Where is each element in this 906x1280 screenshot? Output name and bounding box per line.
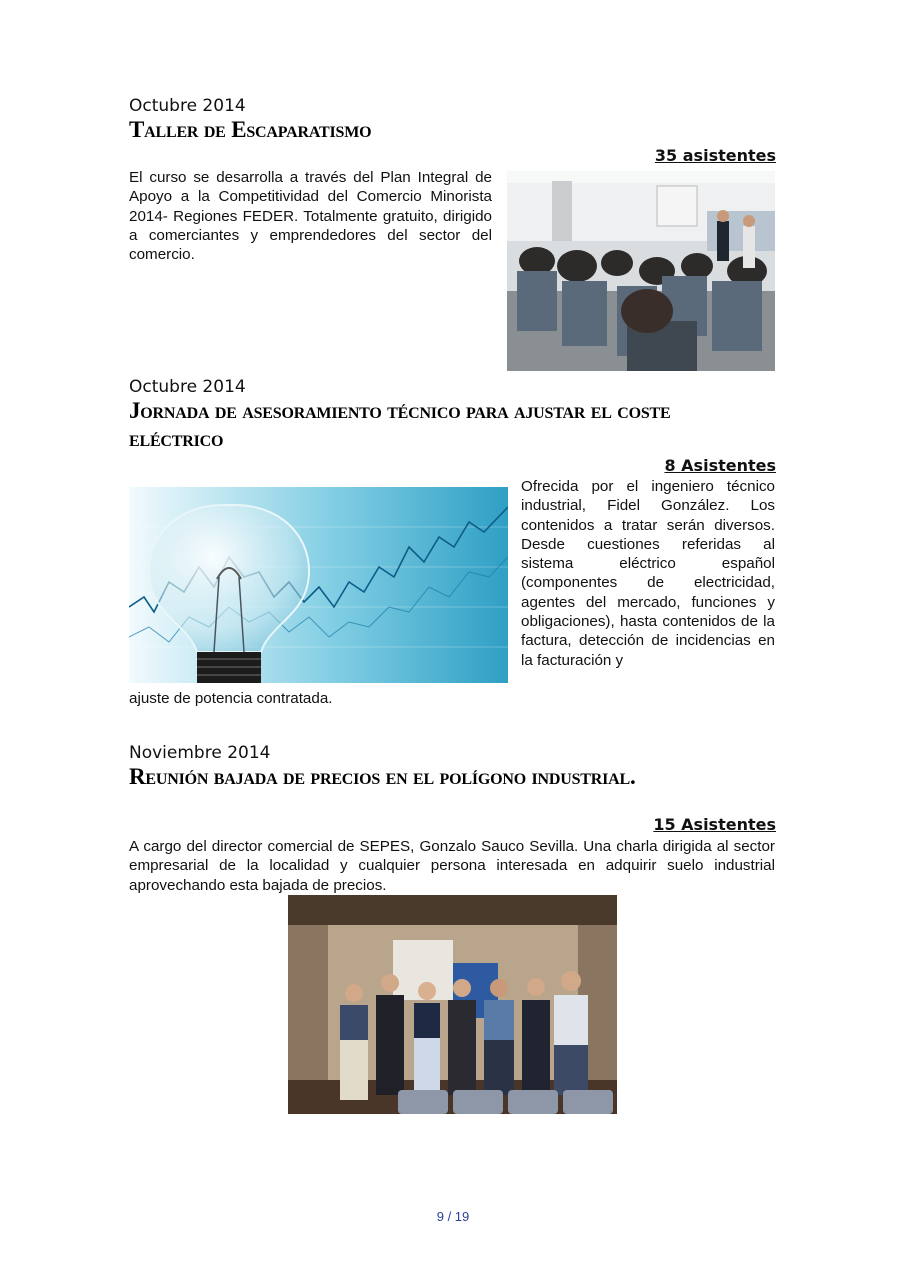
section-1-text: El curso se desarrolla a través del Plan Integral de Apoyo a la Competitividad del Comercio Minorista 2014- Regiones FEDER. Totalmente gratuito, dirigido a comerciantes y emprendedores del sector del comercio. [129, 169, 492, 264]
classroom-photo [507, 171, 775, 371]
section-3-title-text: Reunión bajada de precios en el polígono industrial. [129, 764, 636, 789]
section-2-date: Octubre 2014 [129, 377, 246, 397]
lightbulb-chart-image [129, 487, 508, 683]
section-2-title-line1: Jornada de asesoramiento técnico para ajustar el coste [129, 398, 671, 423]
section-2-title [129, 397, 777, 453]
section-1-title-text: Taller de Escaparatismo [129, 117, 372, 142]
section-1-attendees: 35 asistentes [654, 146, 776, 165]
section-1-date: Octubre 2014 [129, 96, 246, 116]
page-number: 9 / 19 [436, 1209, 470, 1224]
section-2-title-line2: eléctrico [129, 426, 224, 451]
section-3-title [129, 763, 777, 793]
section-3-text: A cargo del director comercial de SEPES, Gonzalo Sauco Sevilla. Una charla dirigida al sector empresarial de la localidad y cualquier persona interesada en adquirir suelo industrial aprovechando esta bajada de precios. [129, 838, 775, 894]
section-2-text: Ofrecida por el ingeniero técnico industrial, Fidel González. Los contenidos a tratar serán diversos. Desde cuestiones referidas al sistema eléctrico español (componentes de electricidad, agentes del mercado, funciones y obligaciones), hasta contenidos de la factura, detección de incidencias en la facturación y [521, 478, 775, 669]
meeting-group-photo [288, 895, 617, 1114]
section-2-attendees: 8 Asistentes [664, 456, 776, 475]
section-1-title [129, 116, 777, 146]
section-3-date: Noviembre 2014 [129, 743, 271, 763]
section-3-attendees: 15 Asistentes [653, 815, 776, 834]
section-2-text-tail: ajuste de potencia contratada. [129, 690, 333, 707]
